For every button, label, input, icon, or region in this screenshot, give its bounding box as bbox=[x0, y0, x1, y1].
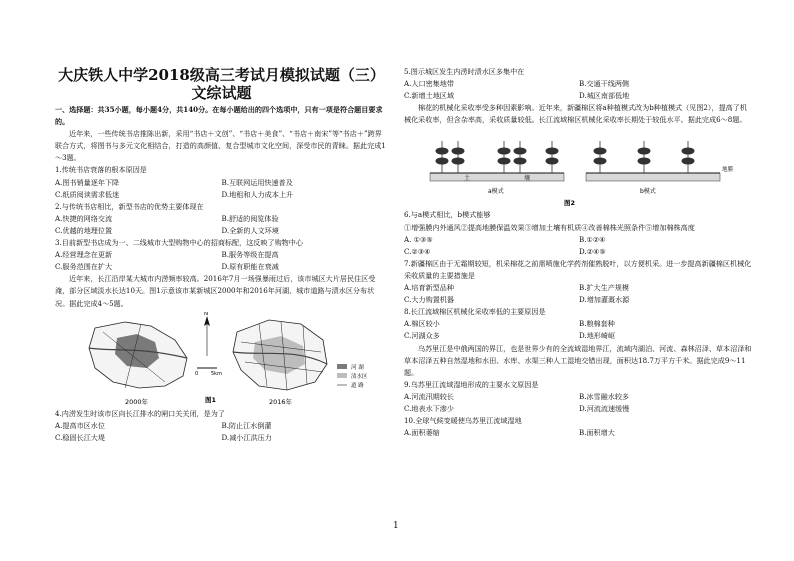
figure-1-maps bbox=[55, 312, 388, 408]
exam-title: 大庆铁人中学2018级高三考试月模拟试题（三） bbox=[58, 66, 385, 84]
option-c[interactable]: C.服务范围在扩大 bbox=[55, 262, 113, 272]
passage-4: 乌苏里江是中俄两国的界江，也是世界少有的全流域湿地界江，流域内湖泊、河流、森林沼泽、草本沼泽和草本沼泽五种自然湿地和水田、水库、水渠三种人工湿地交错出现，面积达18.7万平方千米。据此完成9～11题。 bbox=[404, 343, 752, 377]
option-d[interactable]: D.增加灌溉水源 bbox=[579, 295, 630, 305]
option-d[interactable]: D.地租和人力成本上升 bbox=[221, 189, 294, 199]
option-a[interactable]: A.棉区较小 bbox=[404, 319, 440, 329]
legend-flood-swatch bbox=[337, 373, 347, 378]
option-b[interactable]: B.交通干线两侧 bbox=[579, 79, 630, 89]
figure-2 bbox=[404, 129, 754, 207]
passage-2: 近年来，长江沿岸某大城市内涝频率较高。2016年7月一场强暴雨过后，该市城区大片居民住区受淹，部分区域淡水长达10天。图1示意该市某新城区2000年和2016年河湖、城市道路与渍水区分布状况。据此完成4～5题。 bbox=[55, 274, 376, 308]
legend-river-label: 河 湖 bbox=[351, 364, 364, 371]
mode-a-plants bbox=[436, 141, 558, 173]
option-d[interactable]: D.城区南部低地 bbox=[579, 91, 630, 101]
option-b[interactable]: B.舒适的阅览体验 bbox=[221, 213, 279, 223]
option-a[interactable]: A.面积萎缩 bbox=[404, 428, 440, 438]
question-3-stem: 3.目前新型书店成为一、二线城市大型购物中心的招商标配，这反映了购物中心 bbox=[55, 238, 303, 248]
option-d[interactable]: D.河流流速缓慢 bbox=[579, 403, 630, 413]
option-c[interactable]: C.稳固长江大堤 bbox=[55, 432, 105, 442]
question-10-options bbox=[404, 427, 754, 439]
question-9-stem: 9.乌苏里江流域湿地形成的主要水文原因是 bbox=[404, 379, 539, 389]
option-a[interactable]: A.河流汛期较长 bbox=[404, 391, 454, 401]
figure-1 bbox=[55, 312, 388, 408]
mode-b-plants bbox=[594, 141, 694, 173]
question-4-options bbox=[55, 420, 388, 444]
option-d[interactable]: D.全新的人文环境 bbox=[221, 225, 279, 235]
option-b[interactable]: B.服务等级在提高 bbox=[221, 250, 279, 260]
option-c[interactable]: C.②③④ bbox=[404, 246, 431, 256]
figure-2-diagram bbox=[404, 129, 754, 207]
option-d[interactable]: D.原有职能在衰减 bbox=[221, 262, 279, 272]
mode-b-label: b模式 bbox=[640, 188, 656, 196]
option-c[interactable]: C.新增土地区域 bbox=[404, 91, 454, 101]
option-c[interactable]: C.优越的地理位置 bbox=[55, 225, 113, 235]
year-label-2000: 2000年 bbox=[125, 397, 149, 406]
option-b[interactable]: B.冰雪融水较多 bbox=[579, 391, 630, 401]
film-label: 地膜 bbox=[722, 167, 734, 174]
option-b[interactable]: B.面积增大 bbox=[579, 428, 615, 438]
question-4-stem: 4.内涝发生时该市区向长江排水的闸口关关闭，是为了 bbox=[55, 408, 225, 418]
question-1-stem: 1.传统书店衰落的根本原因是 bbox=[55, 165, 147, 175]
option-a[interactable]: A.图书销量逐年下降 bbox=[55, 177, 120, 187]
option-a[interactable]: A.人口密集地带 bbox=[404, 79, 454, 89]
question-8-stem: 8.长江流域棉区机械化采收率低的主要原因是 bbox=[404, 307, 546, 317]
option-a[interactable]: A.提高市区水位 bbox=[55, 420, 105, 430]
question-1-options bbox=[55, 177, 388, 201]
option-a[interactable]: A. ①③⑤ bbox=[404, 234, 433, 244]
question-6-items: ①增强膜内外通风②提高地膜保温效果③增加土壤有机质④改善棉株光照条件⑤增加棉株高度 bbox=[404, 222, 695, 232]
question-7-options bbox=[404, 282, 754, 306]
passage-1: 近年来，一些传统书店推陈出新，采用“书店＋文创”、“书店＋美食”、“书店＋南宋”等“书店＋”跨界联合方式，将图书与多元文化相结合，打造的高颜值、复合型城市文化空间，深受市民的青睐。据此完成1～3题。 bbox=[55, 129, 386, 163]
option-c[interactable]: C.地表水下渗少 bbox=[404, 403, 454, 413]
question-8-options bbox=[404, 318, 754, 342]
option-c[interactable]: C.纸质阅读需求低迷 bbox=[55, 189, 120, 199]
scale-end: 5km bbox=[211, 370, 222, 377]
question-5-options bbox=[404, 78, 754, 102]
option-a[interactable]: A.培育新型品种 bbox=[404, 283, 454, 293]
option-b[interactable]: B.防止江水倒灌 bbox=[221, 420, 272, 430]
mode-a-label: a模式 bbox=[488, 188, 504, 196]
figure-2-caption: 图2 bbox=[564, 199, 576, 208]
option-d[interactable]: D.地形崎岖 bbox=[579, 331, 616, 341]
question-3-options bbox=[55, 249, 388, 273]
right-column bbox=[404, 66, 754, 439]
option-b[interactable]: B.粮棉套种 bbox=[579, 319, 615, 329]
question-2-stem: 2.与传统书店相比，新型书店的优势主要体现在 bbox=[55, 201, 204, 211]
mode-a-soil bbox=[430, 173, 564, 181]
option-b[interactable]: B.①②④ bbox=[579, 234, 606, 244]
option-d[interactable]: D.减小江洪压力 bbox=[221, 432, 272, 442]
question-7-stem: 7.新疆棉区由于无霜期较短，机采棉花之前需喷施化学药剂催熟脱叶，以方便机采。进一步提高新疆棉区机械化采收质量的主要措施是 bbox=[404, 258, 752, 280]
option-b[interactable]: B.扩大生产规模 bbox=[579, 283, 630, 293]
exam-subtitle: 文综试题 bbox=[191, 84, 252, 102]
page-number: 1 bbox=[393, 521, 399, 531]
option-c[interactable]: C.大力购置机器 bbox=[404, 295, 454, 305]
legend-flood-label: 渍水区 bbox=[351, 373, 368, 380]
figure-1-caption: 图1 bbox=[205, 395, 217, 404]
question-9-options bbox=[404, 391, 754, 415]
mode-a-ridge-char: 壤 bbox=[524, 175, 531, 183]
section-heading: 一、选择题：共35小题，每小题4分，共140分。在每小题给出的四个选项中，只有一项是符合题目要求的。 bbox=[55, 105, 383, 127]
option-d[interactable]: D.②④⑤ bbox=[579, 246, 606, 256]
question-6-stem: 6.与a模式相比，b模式能够 bbox=[404, 210, 491, 220]
question-2-options bbox=[55, 213, 388, 237]
mode-a-soil-char: 土 bbox=[464, 175, 471, 183]
north-label: N bbox=[204, 311, 209, 317]
question-6-options bbox=[404, 234, 754, 258]
year-label-2016: 2016年 bbox=[269, 397, 293, 406]
question-5-stem: 5.图示城区发生内涝时渍水区多集中在 bbox=[404, 67, 525, 76]
option-b[interactable]: B.互联网运用快速普及 bbox=[221, 177, 293, 187]
legend-river-swatch bbox=[337, 364, 347, 369]
left-column bbox=[55, 66, 388, 444]
legend-road-label: 道 路 bbox=[351, 382, 364, 389]
mode-b-soil bbox=[586, 173, 720, 181]
scale-start: 0 bbox=[195, 370, 199, 377]
passage-3: 棉花的机械化采收率受多种因素影响。近年来，新疆棉区将a种植模式改为b种植模式（见图2），提高了机械化采收率，但含杂率高，采收质量较低。长江流域棉区机械化采收率长期处于较低水平。据此完成6～8题。 bbox=[404, 103, 747, 125]
question-10-stem: 10.全球气候变暖使乌苏里江流域湿地 bbox=[404, 416, 522, 426]
option-a[interactable]: A.经营理念在更新 bbox=[55, 250, 113, 260]
option-a[interactable]: A.快捷的网络交流 bbox=[55, 213, 113, 223]
option-c[interactable]: C.河湖众多 bbox=[404, 331, 440, 341]
